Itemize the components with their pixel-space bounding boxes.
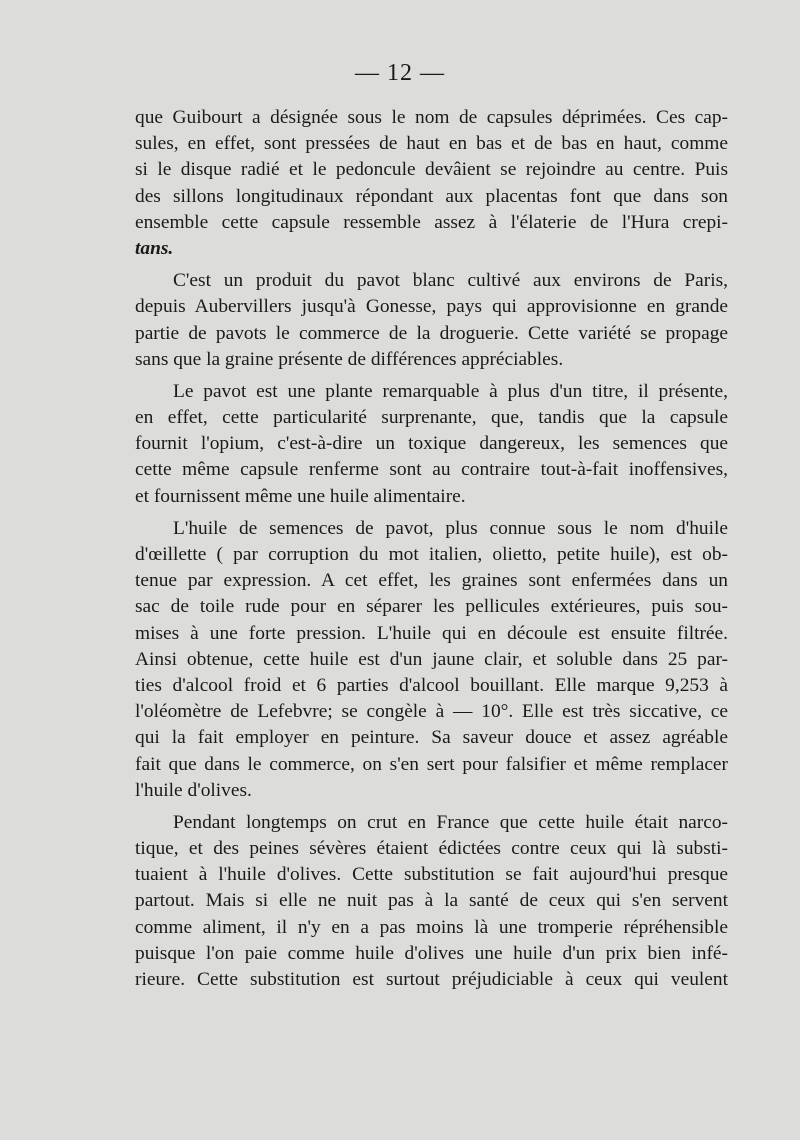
text-line: comme aliment, il n'y en a pas moins là une tromperie répréhensible	[135, 916, 728, 938]
paragraph	[135, 105, 728, 262]
paragraph	[135, 516, 728, 804]
text-line: partie de pavots le commerce de la droguerie. Cette variété se propage	[135, 322, 728, 344]
text-line: tique, et des peines sévères étaient édictées contre ceux qui là substi-	[135, 838, 728, 860]
text-line: depuis Aubervillers jusqu'à Gonesse, pays qui approvisionne en grande	[135, 296, 728, 318]
text-line: fournit l'opium, c'est-à-dire un toxique dangereux, les semences que	[135, 433, 728, 455]
text-line: rieure. Cette substitution est surtout préjudiciable à ceux qui veulent	[135, 969, 728, 990]
text-line: des sillons longitudinaux répondant aux placentas font que dans son	[135, 185, 728, 207]
text-line: C'est un produit du pavot blanc cultivé aux environs de Paris,	[173, 270, 728, 292]
text-line: sans que la graine présente de différences appréciables.	[135, 348, 564, 370]
text-line: l'oléomètre de Lefebvre; se congèle à — 10°. Elle est très siccative, ce	[135, 701, 728, 723]
text-line: l'huile d'olives.	[135, 779, 252, 801]
text-line: fait que dans le commerce, on s'en sert pour falsifier et même remplacer	[135, 753, 728, 775]
text-line: Ainsi obtenue, cette huile est d'un jaune clair, et soluble dans 25 par-	[135, 648, 728, 670]
text-line: sac de toile rude pour en séparer les pellicules extérieures, puis sou-	[135, 596, 728, 618]
text-line: Le pavot est une plante remarquable à plus d'un titre, il présente,	[173, 380, 728, 402]
text-line: et fournissent même une huile alimentaire.	[135, 485, 466, 507]
text-line: tuaient à l'huile d'olives. Cette substitution se fait aujourd'hui presque	[135, 864, 728, 886]
paragraph	[135, 810, 728, 993]
text-line: tans.	[135, 237, 174, 259]
text-line: qui la fait employer en peinture. Sa saveur douce et assez agréable	[135, 727, 728, 749]
text-line: si le disque radié et le pedoncule devâient se rejoindre au centre. Puis	[135, 159, 728, 181]
text-line: L'huile de semences de pavot, plus connue sous le nom d'huile	[173, 517, 728, 539]
paragraph	[135, 268, 728, 373]
text-line: d'œillette ( par corruption du mot italien, olietto, petite huile), est ob-	[135, 544, 728, 565]
text-line: cette même capsule renferme sont au contraire tout-à-fait inoffensives,	[135, 459, 728, 481]
body-text	[135, 105, 728, 993]
text-line: que Guibourt a désignée sous le nom de capsules déprimées. Ces cap-	[135, 107, 728, 128]
text-line: Pendant longtemps on crut en France que cette huile était narco-	[173, 811, 728, 833]
text-line: ties d'alcool froid et 6 parties d'alcool bouillant. Elle marque 9,253 à	[135, 674, 728, 696]
text-line: puisque l'on paie comme huile d'olives une huile d'un prix bien infé-	[135, 942, 728, 964]
text-line: mises à une forte pression. L'huile qui en découle est ensuite filtrée.	[135, 622, 728, 644]
paragraph	[135, 379, 728, 510]
text-line: tenue par expression. A cet effet, les graines sont enfermées dans un	[135, 570, 728, 592]
text-line: sules, en effet, sont pressées de haut en bas et de bas en haut, comme	[135, 133, 728, 155]
text-line: partout. Mais si elle ne nuit pas à la santé de ceux qui s'en servent	[135, 890, 728, 912]
text-line: ensemble cette capsule ressemble assez à l'élaterie de l'Hura crepi-	[135, 211, 728, 233]
page-number: — 12 —	[355, 60, 445, 86]
text-line: en effet, cette particularité surprenante, que, tandis que la capsule	[135, 407, 728, 429]
